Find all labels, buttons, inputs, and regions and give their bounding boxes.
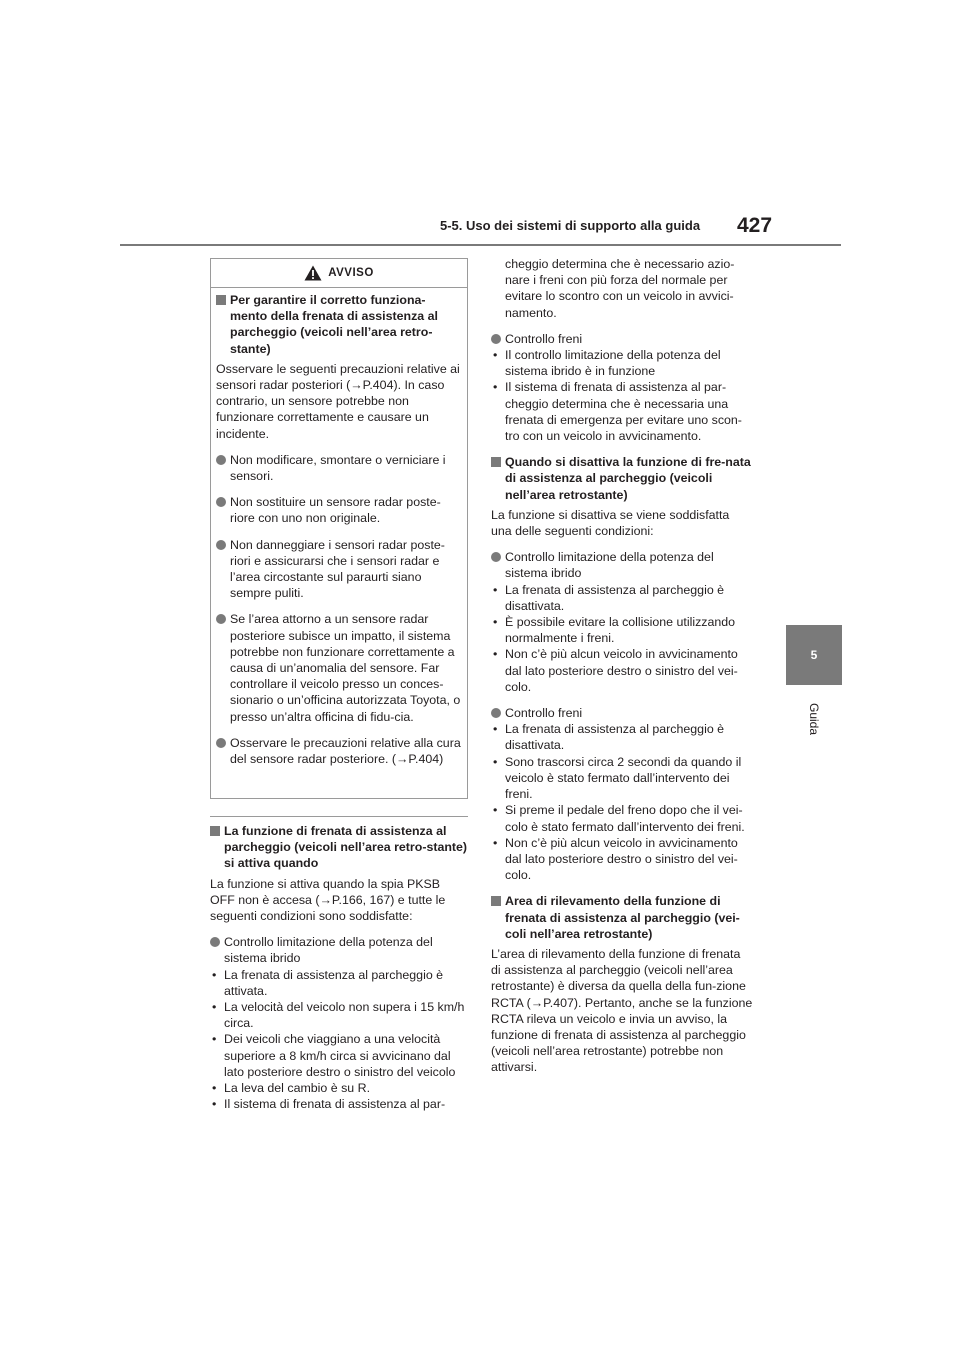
warning-intro: Osservare le seguenti precauzioni relative ai sensori radar posteriori (→P.404). In caso contrario, un sensore potrebbe non funzionare correttamente e causare un incidente.: [216, 361, 460, 441]
warning-header: [211, 259, 467, 288]
warning-item: Non danneggiare i sensori radar poste-riori e assicurarsi che i sensori radar e l’area circostante sul paraurti siano sempre puliti.: [216, 537, 462, 602]
section-title: 5-5. Uso dei sistemi di supporto alla guida: [440, 218, 701, 233]
section-intro: La funzione si disattiva se viene soddisfatta una delle seguenti condizioni:: [491, 507, 730, 539]
list-item: • La frenata di assistenza al parcheggio è disattivata.: [491, 582, 753, 614]
list-item: • Dei veicoli che viaggiano a una velocità superiore a 8 km/h circa si avvicinano dal lato posteriore destro o sinistro del veicolo: [210, 1031, 468, 1080]
section-heading: Area di rilevamento della funzione di frenata di assistenza al parcheggio (vei-coli nell’area retrostante): [491, 893, 753, 942]
bullet-dot-icon: [216, 614, 226, 624]
condition-item: Controllo freni: [491, 331, 753, 347]
right-column: [491, 256, 753, 1086]
list-item: • La frenata di assistenza al parcheggio è attivata.: [210, 967, 468, 999]
list-item: • Il controllo limitazione della potenza del sistema ibrido è in funzione: [491, 347, 753, 379]
section-divider: [210, 816, 468, 817]
list-item: • La velocità del veicolo non supera i 15 km/h circa.: [210, 999, 468, 1031]
list-item: • La frenata di assistenza al parcheggio è disattivata.: [491, 721, 753, 753]
warning-item: Non sostituire un sensore radar poste-riore con uno non originale.: [216, 494, 462, 526]
bullet-dot-icon: [210, 937, 220, 947]
bullet-dot-icon: [491, 334, 501, 344]
list-item: • Non c’è più alcun veicolo in avvicinamento dal lato posteriore destro o sinistro del vei-colo.: [491, 835, 753, 884]
list-item: • Il sistema di frenata di assistenza al par-: [210, 1096, 468, 1112]
section-intro: La funzione si attiva quando la spia PKSB OFF non è accesa (→P.166, 167) e tutte le seguenti condizioni sono soddisfatte:: [210, 876, 446, 924]
chapter-label: Guida: [807, 702, 821, 736]
page-number: 427: [737, 214, 773, 237]
warning-item: Non modificare, smontare o verniciare i sensori.: [216, 452, 462, 484]
section-heading: Quando si disattiva la funzione di fre-nata di assistenza al parcheggio (veicoli nell’area retrostante): [491, 454, 753, 503]
warning-title: AVVISO: [328, 267, 374, 279]
section-heading: La funzione di frenata di assistenza al parcheggio (veicoli nell’area retro-stante) si attiva quando: [210, 823, 468, 872]
list-item: • Sono trascorsi circa 2 secondi da quando il veicolo è stato fermato dall’intervento dei freni.: [491, 754, 753, 803]
condition-group: [491, 705, 753, 883]
chapter-tab[interactable]: 5: [786, 625, 842, 685]
continuation-text: cheggio determina che è necessario azio-nare i freni con più forza del normale per evitare lo scontro con un veicolo in avvici-namento.: [505, 257, 735, 320]
list-item: • Il sistema di frenata di assistenza al par-cheggio determina che è necessaria una frenata di emergenza per evitare uno scon-tro con un veicolo in avvicinamento.: [491, 379, 753, 444]
bullet-dot-icon: [216, 455, 226, 465]
bullet-dot-icon: [491, 708, 501, 718]
bullet-dot-icon: [216, 540, 226, 550]
condition-group: [210, 934, 468, 1112]
bullet-dot-icon: [491, 552, 501, 562]
warning-item: Osservare le precauzioni relative alla cura del sensore radar posteriore. (→P.404): [216, 735, 462, 767]
list-item: • La leva del cambio è su R.: [210, 1080, 468, 1096]
list-item: • Non c’è più alcun veicolo in avvicinamento dal lato posteriore destro o sinistro del vei-colo.: [491, 646, 753, 695]
list-item: • È possibile evitare la collisione utilizzando normalmente i freni.: [491, 614, 753, 646]
section-text: L’area di rilevamento della funzione di frenata di assistenza al parcheggio (veicoli nell’area retrostante) è diversa da quella della fun-zione RCTA (→P.407). Pertanto, anche se la funzione RCTA rileva un veicolo e invia un avviso, la funzione di frenata di assistenza al parcheggio (veicoli nell’area retrostante) potrebbe non attivarsi.: [491, 946, 753, 1075]
condition-item: Controllo limitazione della potenza del sistema ibrido: [491, 549, 753, 581]
condition-group: [491, 331, 753, 444]
warning-item: Se l’area attorno a un sensore radar posteriore subisce un impatto, il sistema potrebbe non funzionare correttamente a causa di un’anomalia del sensore. Far controllare il veicolo presso un conces-sionario o un’officina autorizzata Toyota, o presso un’altra officina di fidu-cia.: [216, 611, 462, 724]
header-divider: [120, 244, 841, 246]
bullet-dot-icon: [216, 738, 226, 748]
list-item: • Si preme il pedale del freno dopo che il vei-colo è stato fermato dall’intervento dei freni.: [491, 802, 753, 834]
bullet-dot-icon: [216, 497, 226, 507]
condition-group: [491, 549, 753, 695]
condition-item: Controllo limitazione della potenza del sistema ibrido: [210, 934, 468, 966]
warning-box: [210, 258, 468, 799]
warning-heading: Per garantire il corretto funziona-mento della frenata di assistenza al parcheggio (veicoli nell’area retro-stante): [216, 292, 462, 357]
condition-item: Controllo freni: [491, 705, 753, 721]
left-column: [210, 816, 468, 1122]
warning-icon: [304, 265, 322, 281]
